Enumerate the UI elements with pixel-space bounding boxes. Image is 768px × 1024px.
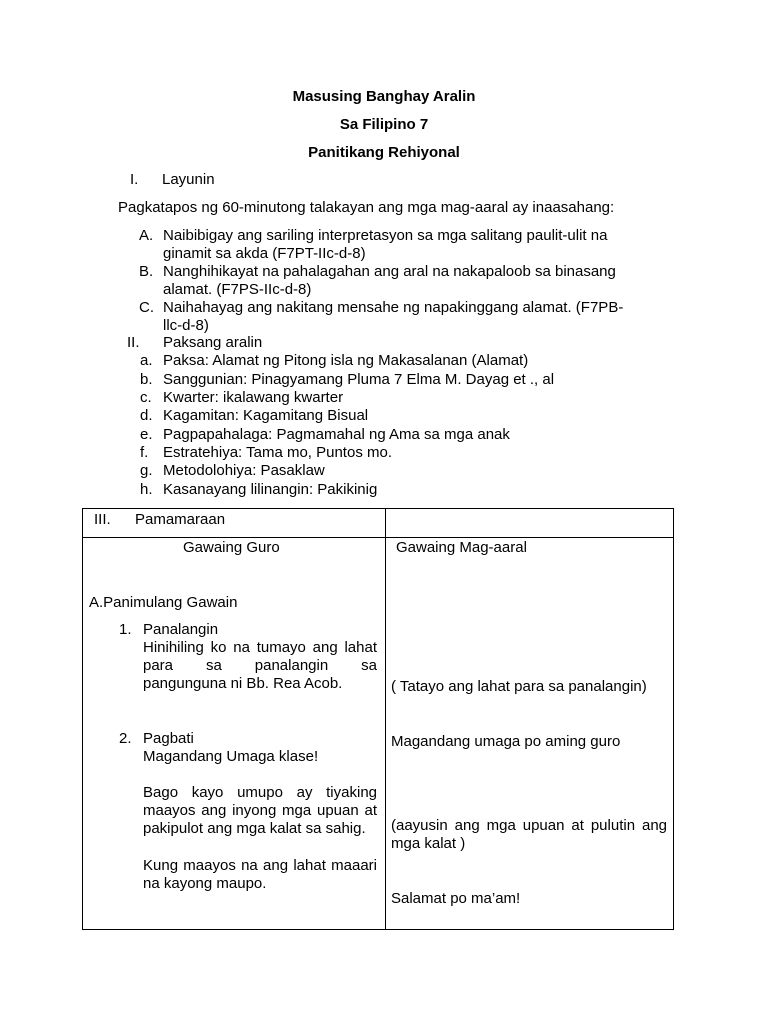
column-header-mag-aaral: Gawaing Mag-aaral	[396, 539, 527, 556]
column-header-guro: Gawaing Guro	[183, 539, 280, 556]
step-number: 1.	[119, 621, 132, 638]
section-numeral-1: I.	[130, 171, 139, 188]
section-numeral-3: III.	[94, 511, 111, 528]
list-marker: f.	[140, 444, 149, 461]
paksa-item: Kagamitan: Kagamitang Bisual	[163, 407, 369, 424]
list-marker: C.	[139, 299, 154, 316]
table-column-divider	[385, 509, 386, 929]
section-numeral-2: II.	[127, 334, 140, 351]
list-marker: b.	[140, 371, 153, 388]
step-title-pagbati: Pagbati	[143, 730, 194, 747]
objective-c-line2: llc-d-8)	[163, 317, 209, 334]
list-marker: a.	[140, 352, 153, 369]
paksa-item: Sanggunian: Pinagyamang Pluma 7 Elma M. Dayag et ., al	[163, 371, 555, 388]
objective-a-line1: Naibibigay ang sariling interpretasyon sa mga salitang paulit-ulit na	[163, 227, 608, 244]
section-heading-pamamaraan: Pamamaraan	[135, 511, 226, 528]
document-subject: Sa Filipino 7	[339, 116, 429, 133]
section-panimulang-gawain: A.Panimulang Gawain	[89, 594, 238, 611]
objective-c-line1: Naihahayag ang nakitang mensahe ng napakinggang alamat. (F7PB-	[163, 299, 624, 316]
paksa-item: Metodolohiya: Pasaklaw	[163, 462, 325, 479]
step2-greeting-response: Magandang umaga po aming guro	[391, 733, 621, 750]
step2-instruction: Bago kayo umupo ay tiyaking maayos ang inyong mga upuan at pakipulot ang mga kalat sa sahig.	[143, 784, 377, 837]
step2-greeting: Magandang Umaga klase!	[143, 748, 319, 765]
step-number: 2.	[119, 730, 132, 747]
list-marker: B.	[139, 263, 154, 280]
paksa-item: Paksa: Alamat ng Pitong isla ng Makasalanan (Alamat)	[163, 352, 529, 369]
list-marker: c.	[140, 389, 152, 406]
list-marker: g.	[140, 462, 153, 479]
step2-sit-response: Salamat po ma’am!	[391, 890, 521, 907]
step2-instruction-response: (aayusin ang mga upuan at pulutin ang mga kalat )	[391, 817, 667, 852]
section-heading-paksang-aralin: Paksang aralin	[163, 334, 263, 351]
section-heading-layunin: Layunin	[162, 171, 215, 188]
step1-student-response: ( Tatayo ang lahat para sa panalangin)	[391, 678, 647, 695]
list-marker: h.	[140, 481, 153, 498]
objective-b-line2: alamat. (F7PS-IIc-d-8)	[163, 281, 312, 298]
paksa-item: Pagpapahalaga: Pagmamahal ng Ama sa mga anak	[163, 426, 510, 443]
step2-sit-instruction: Kung maayos na ang lahat maaari na kayong maupo.	[143, 857, 377, 892]
paksa-item: Kasanayang lilinangin: Pakikinig	[163, 481, 378, 498]
paksa-item: Kwarter: ikalawang kwarter	[163, 389, 344, 406]
document-title: Masusing Banghay Aralin	[292, 88, 476, 105]
document-topic: Panitikang Rehiyonal	[308, 144, 460, 161]
list-marker: d.	[140, 407, 153, 424]
paksa-item: Estratehiya: Tama mo, Puntos mo.	[163, 444, 392, 461]
step1-teacher-text: Hinihiling ko na tumayo ang lahat para sa panalangin sa pangunguna ni Bb. Rea Acob.	[143, 639, 377, 692]
step-title-panalangin: Panalangin	[143, 621, 219, 638]
table-header-divider	[83, 537, 673, 538]
pamamaraan-table	[82, 508, 674, 930]
objective-b-line1: Nanghihikayat na pahalagahan ang aral na nakapaloob sa binasang	[163, 263, 616, 280]
objective-a-line2: ginamit sa akda (F7PT-IIc-d-8)	[163, 245, 366, 262]
layunin-intro: Pagkatapos ng 60-minutong talakayan ang mga mag-aaral ay inaasahang:	[118, 199, 615, 216]
list-marker: e.	[140, 426, 153, 443]
list-marker: A.	[139, 227, 154, 244]
